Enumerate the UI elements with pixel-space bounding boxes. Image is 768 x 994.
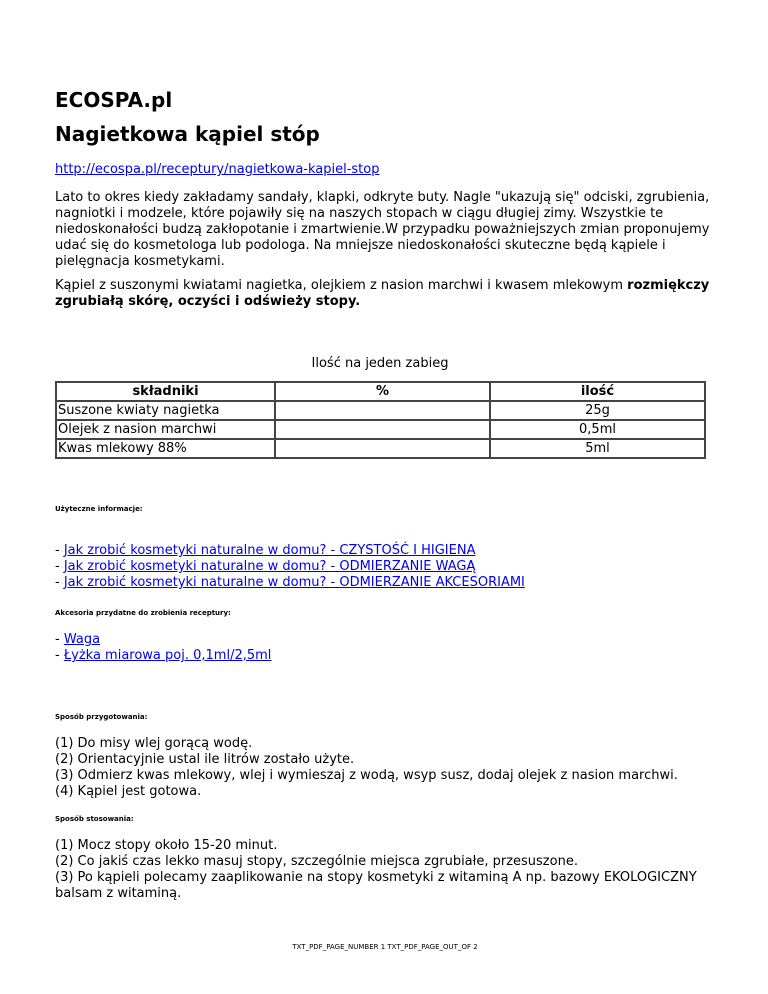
list-item: - Łyżka miarowa poj. 0,1ml/2,5ml xyxy=(55,648,272,663)
ingredient-percent xyxy=(275,439,490,458)
ingredients-table xyxy=(55,381,706,459)
description-paragraph xyxy=(55,278,715,310)
header-amount: ilość xyxy=(490,382,705,401)
list-item: - Jak zrobić kosmetyki naturalne w domu? - CZYSTOŚĆ I HIGIENA xyxy=(55,543,476,558)
page-footer: TXT_PDF_PAGE_NUMBER 1 TXT_PDF_PAGE_OUT_OF 2 xyxy=(292,943,478,951)
list-item: (1) Do misy wlej gorącą wodę. xyxy=(55,736,253,751)
intro-paragraph: Lato to okres kiedy zakładamy sandały, klapki, odkryte buty. Nagle "ukazują się" odciski, zgrubienia, nagniotki i modzele, które pojawiły się na naszych stopach w ciągu długiej zimy. Wszystkie te niedoskonałości budzą zakłopotanie i zmartwienie.W przypadku poważniejszych zmian proponujemy udać się do kosmetologa lub podologa. Na mniejsze niedoskonałości skuteczne będą kąpiele i pielęgnacja kosmetykami. xyxy=(55,190,710,269)
table-row xyxy=(56,420,705,439)
list-item: - Jak zrobić kosmetyki naturalne w domu? - ODMIERZANIE AKCESORIAMI xyxy=(55,575,525,590)
ingredient-name: Suszone kwiaty nagietka xyxy=(56,401,275,420)
ingredient-name: Olejek z nasion marchwi xyxy=(56,420,275,439)
header-percent: % xyxy=(275,382,490,401)
ingredient-amount: 0,5ml xyxy=(490,420,705,439)
list-item: - Jak zrobić kosmetyki naturalne w domu? - ODMIERZANIE WAGĄ xyxy=(55,559,476,574)
description-bold-text: rozmiękczy zgrubiałą skórę, oczyści i odświeży stopy. xyxy=(55,278,710,309)
preparation-steps xyxy=(55,736,715,800)
list-item: (3) Odmierz kwas mlekowy, wlej i wymieszaj z wodą, wsyp susz, dodaj olejek z nasion marchwi. xyxy=(55,768,678,783)
list-item: (2) Orientacyjnie ustal ile litrów zostało użyte. xyxy=(55,752,355,767)
accessories-heading: Akcesoria przydatne do zrobienia receptury: xyxy=(55,609,231,617)
list-item: (4) Kąpiel jest gotowa. xyxy=(55,784,202,799)
accessory-link-spoon[interactable]: Łyżka miarowa poj. 0,1ml/2,5ml xyxy=(63,648,272,663)
ingredient-percent xyxy=(275,401,490,420)
info-link-weighing[interactable]: Jak zrobić kosmetyki naturalne w domu? - ODMIERZANIE WAGĄ xyxy=(63,559,476,574)
preparation-heading: Sposób przygotowania: xyxy=(55,713,148,721)
description-text: Kąpiel z suszonymi kwiatami nagietka, olejkiem z nasion marchwi i kwasem mlekowym xyxy=(55,278,628,293)
info-link-hygiene[interactable]: Jak zrobić kosmetyki naturalne w domu? - CZYSTOŚĆ I HIGIENA xyxy=(63,543,476,558)
info-heading: Użyteczne informacje: xyxy=(55,505,143,513)
recipe-url-link[interactable]: http://ecospa.pl/receptury/nagietkowa-kapiel-stop xyxy=(55,162,380,177)
table-row xyxy=(56,439,705,458)
list-item: (1) Mocz stopy około 15-20 minut. xyxy=(55,838,278,853)
list-item: (2) Co jakiś czas lekko masuj stopy, szczególnie miejsca zgrubiałe, przesuszone. xyxy=(55,854,578,869)
ingredient-amount: 25g xyxy=(490,401,705,420)
ingredient-name: Kwas mlekowy 88% xyxy=(56,439,275,458)
usage-heading: Sposób stosowania: xyxy=(55,815,134,823)
recipe-url xyxy=(55,162,379,178)
list-item: (3) Po kąpieli polecamy zaaplikowanie na stopy kosmetyki z witaminą A np. bazowy EKOLOGICZNY balsam z witaminą. xyxy=(55,870,697,901)
list-item: - Waga xyxy=(55,632,101,647)
table-row xyxy=(56,401,705,420)
ingredient-amount: 5ml xyxy=(490,439,705,458)
page-title: Nagietkowa kąpiel stóp xyxy=(55,122,320,146)
info-links-list xyxy=(55,543,525,591)
accessory-link-scale[interactable]: Waga xyxy=(63,632,101,647)
table-caption: Ilość na jeden zabieg xyxy=(311,356,449,371)
info-link-accessories[interactable]: Jak zrobić kosmetyki naturalne w domu? - ODMIERZANIE AKCESORIAMI xyxy=(63,575,525,590)
ingredient-percent xyxy=(275,420,490,439)
accessories-links-list xyxy=(55,632,271,664)
site-title: ECOSPA.pl xyxy=(55,88,173,112)
table-header-row xyxy=(56,382,705,401)
usage-steps xyxy=(55,838,715,902)
header-ingredients: składniki xyxy=(56,382,275,401)
